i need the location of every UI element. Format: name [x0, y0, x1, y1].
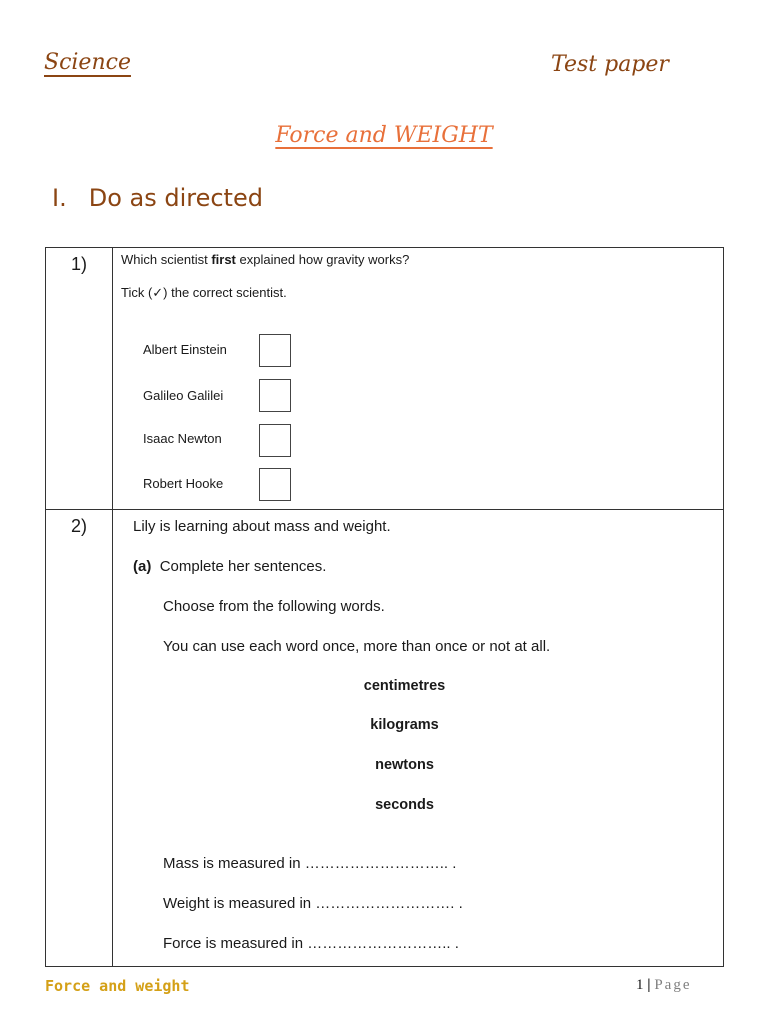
- q1-question-emphasis: first: [211, 252, 236, 267]
- option-label: Albert Einstein: [143, 342, 227, 357]
- q2-intro: Lily is learning about mass and weight.: [133, 518, 391, 535]
- question-row-2: [46, 510, 724, 967]
- q2-part-label: (a): [133, 558, 152, 575]
- question-number-1: 1): [46, 248, 113, 510]
- question-body-1: [113, 248, 724, 510]
- tick-box-galileo-galilei[interactable]: [259, 379, 291, 412]
- tick-box-albert-einstein[interactable]: [259, 334, 291, 367]
- tick-box-robert-hooke[interactable]: [259, 468, 291, 501]
- q1-question-pre: Which scientist: [121, 252, 212, 267]
- q1-instruction: Tick (✓) the correct scientist.: [121, 285, 287, 300]
- q2-usage-text: You can use each word once, more than once or not at all.: [163, 638, 551, 655]
- q2-part-a: [133, 558, 326, 575]
- option-label: Galileo Galilei: [143, 388, 224, 403]
- page-number: 1: [636, 977, 644, 993]
- section-title: Do as directed: [88, 184, 263, 212]
- questions-table: [45, 247, 724, 967]
- q2-choose-text: Choose from the following words.: [163, 598, 385, 615]
- fill-blank-weight[interactable]: Weight is measured in ………………………. .: [163, 895, 463, 912]
- tick-box-isaac-newton[interactable]: [259, 424, 291, 457]
- q1-question: [121, 252, 409, 267]
- question-number-2: 2): [46, 510, 113, 967]
- section-number: I.: [52, 184, 67, 212]
- footer-title: Force and weight: [45, 977, 190, 995]
- q1-question-post: explained how gravity works?: [235, 252, 410, 267]
- page-indicator: [636, 977, 691, 994]
- word-option: seconds: [375, 797, 434, 813]
- q2-part-text: Complete her sentences.: [159, 558, 327, 575]
- word-option: kilograms: [370, 717, 439, 733]
- section-heading: [52, 184, 263, 212]
- document-type-heading: Test paper: [551, 52, 669, 77]
- page-separator: |: [647, 977, 651, 993]
- word-option: newtons: [375, 757, 434, 773]
- subject-heading: Science: [44, 50, 131, 75]
- word-option: centimetres: [363, 678, 446, 694]
- fill-blank-mass[interactable]: Mass is measured in ……………………….. .: [163, 855, 457, 872]
- option-label: Robert Hooke: [143, 476, 224, 491]
- question-row-1: [46, 248, 724, 510]
- fill-blank-force[interactable]: Force is measured in ……………………….. .: [163, 935, 459, 952]
- option-label: Isaac Newton: [143, 431, 222, 446]
- topic-title: Force and WEIGHT: [275, 123, 493, 148]
- question-body-2: [113, 510, 724, 967]
- page-label: Page: [654, 977, 692, 993]
